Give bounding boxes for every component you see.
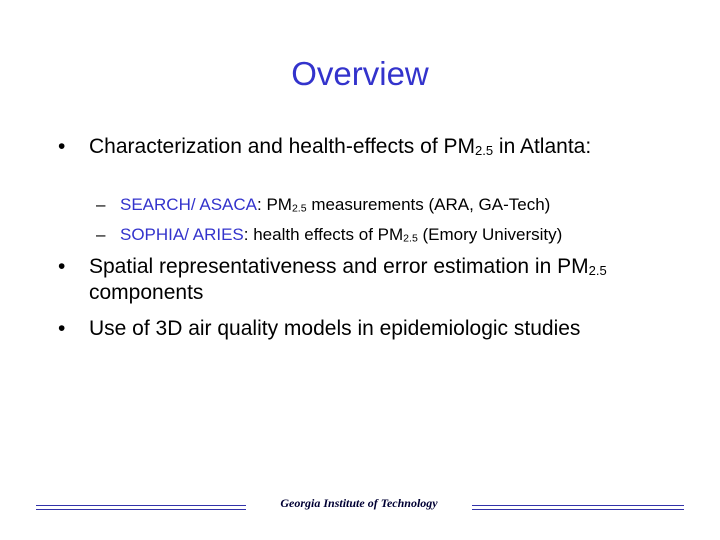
footer-rule-left (36, 505, 246, 510)
subbullet-text-post: (Emory University) (417, 225, 563, 244)
pm-subscript: 2.5 (291, 202, 307, 215)
bullet-text-post: components (89, 281, 204, 304)
subbullet-text-pre: : health effects of PM (243, 225, 404, 244)
pm-subscript: 2.5 (403, 232, 418, 245)
subbullet-text (120, 223, 562, 247)
pm-subscript: 2.5 (475, 142, 494, 158)
bullet-text: Use of 3D air quality models in epidemiologic studies (89, 317, 581, 340)
bullet-text (89, 134, 679, 160)
footer-institution: Georgia Institute of Technology (280, 496, 438, 510)
bullet-text-pre: Spatial representativeness and error estimation in PM (89, 255, 589, 278)
bullet-text-post: in Atlanta: (493, 135, 592, 158)
bullet-text-pre: Characterization and health-effects of PM (89, 135, 475, 158)
subbullet-dash: – (96, 225, 106, 244)
subbullet-dash: – (96, 195, 106, 214)
bullet-mark: • (58, 317, 66, 340)
bullet-mark: • (58, 255, 66, 278)
project-name: SEARCH/ ASACA (120, 195, 257, 214)
bullet-mark: • (58, 135, 66, 158)
bullet-text (89, 254, 679, 306)
pm-subscript: 2.5 (588, 262, 607, 278)
project-name: SOPHIA/ ARIES (120, 225, 244, 244)
subbullet-text (120, 193, 550, 217)
subbullet-text-post: measurements (ARA, GA-Tech) (306, 195, 551, 214)
subbullet-text-pre: : PM (257, 195, 292, 214)
footer-rule-right (472, 505, 684, 510)
slide-title: Overview (291, 55, 429, 92)
